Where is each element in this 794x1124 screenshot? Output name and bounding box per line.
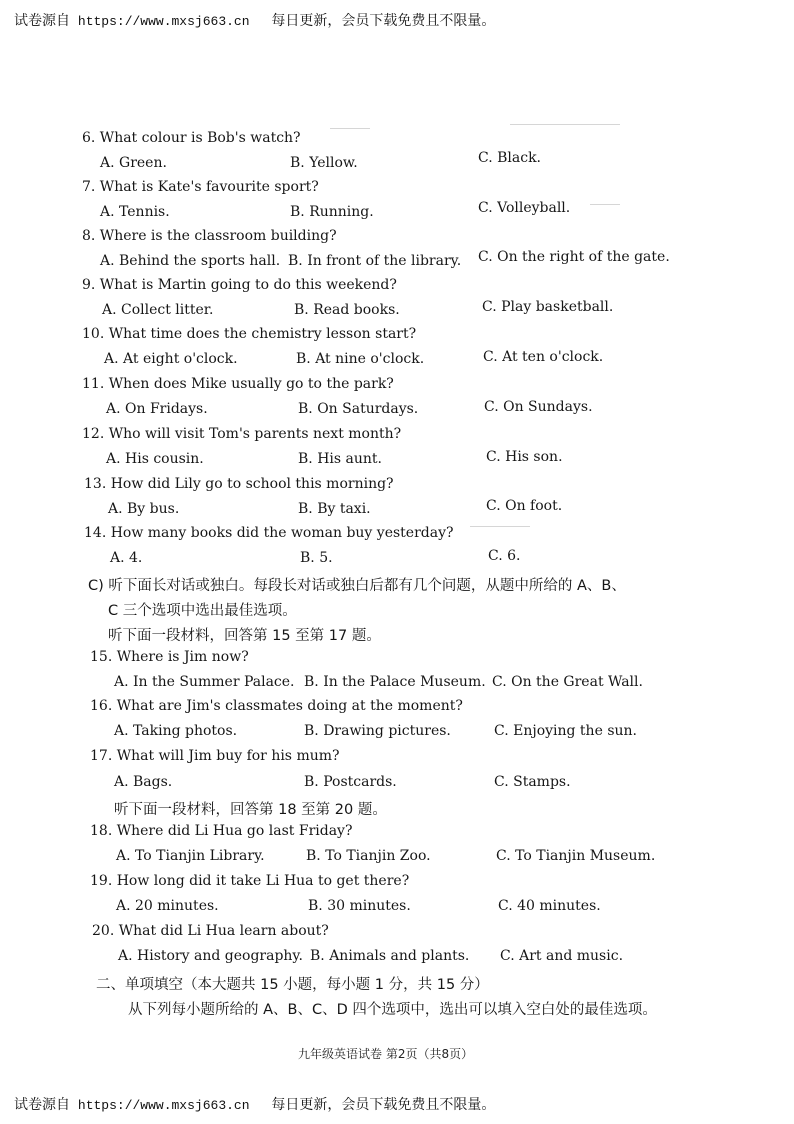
question-stem: 8. Where is the classroom building? [82, 228, 337, 244]
option-a: A. At eight o'clock. [104, 351, 238, 367]
option-b: B. To Tianjin Zoo. [306, 848, 431, 864]
option-c: C. His son. [486, 449, 563, 465]
banner-url[interactable]: https://www.mxsj663.cn [77, 1098, 250, 1113]
option-b: B. In the Palace Museum. [304, 674, 486, 690]
question-stem: 17. What will Jim buy for his mum? [90, 748, 340, 764]
question-stem: 10. What time does the chemistry lesson start? [82, 326, 417, 342]
question-stem: 16. What are Jim's classmates doing at the moment? [90, 698, 463, 714]
option-b: B. Animals and plants. [310, 948, 470, 964]
option-a: A. Collect litter. [102, 302, 214, 318]
question-stem: 6. What colour is Bob's watch? [82, 130, 301, 146]
option-a: A. Taking photos. [114, 723, 238, 739]
option-c: C. Play basketball. [482, 299, 614, 315]
question-stem: 7. What is Kate's favourite sport? [82, 179, 319, 195]
option-a: A. His cousin. [106, 451, 204, 467]
option-a: A. Green. [100, 155, 167, 171]
option-a: A. 20 minutes. [116, 898, 219, 914]
option-b: B. Read books. [294, 302, 400, 318]
question-stem: 9. What is Martin going to do this weekend? [82, 277, 397, 293]
option-c: C. 6. [488, 548, 521, 564]
banner-prefix: 试卷源自 [14, 1096, 70, 1112]
option-b: B. His aunt. [298, 451, 382, 467]
banner-note: 每日更新，会员下载免费且不限量。 [271, 12, 496, 28]
banner-url[interactable]: https://www.mxsj663.cn [77, 14, 250, 29]
option-c: C. On Sundays. [484, 399, 593, 415]
question-stem: 13. How did Lily go to school this morning? [84, 476, 394, 492]
option-b: B. By taxi. [298, 501, 371, 517]
part2-heading: 二、单项填空（本大题共 15 小题，每小题 1 分，共 15 分） [96, 977, 489, 993]
option-b: B. 30 minutes. [308, 898, 411, 914]
option-b: B. In front of the library. [288, 253, 462, 269]
scan-noise [330, 128, 370, 129]
scan-noise [510, 124, 620, 125]
option-c: C. Enjoying the sun. [494, 723, 637, 739]
question-stem: 15. Where is Jim now? [90, 649, 249, 665]
part2-instruction: 从下列每小题所给的 A、B、C、D 四个选项中，选出可以填入空白处的最佳选项。 [128, 1002, 657, 1018]
option-b: B. 5. [300, 550, 333, 566]
option-c: C. At ten o'clock. [483, 349, 604, 365]
banner-note: 每日更新，会员下载免费且不限量。 [271, 1096, 496, 1112]
question-stem: 18. Where did Li Hua go last Friday? [90, 823, 353, 839]
option-a: A. History and geography. [118, 948, 303, 964]
group-instruction: 听下面一段材料，回答第 18 至第 20 题。 [114, 802, 387, 818]
option-a: A. Bags. [114, 774, 173, 790]
option-a: A. In the Summer Palace. [114, 674, 295, 690]
option-c: C. 40 minutes. [498, 898, 601, 914]
option-a: A. 4. [110, 550, 143, 566]
option-c: C. On foot. [486, 498, 563, 514]
section-c-instruction-cont: C 三个选项中选出最佳选项。 [108, 603, 297, 619]
option-a: A. Tennis. [100, 204, 170, 220]
option-c: C. On the Great Wall. [492, 674, 643, 690]
question-stem: 11. When does Mike usually go to the park? [82, 376, 394, 392]
question-stem: 12. Who will visit Tom's parents next month? [82, 426, 402, 442]
option-a: A. On Fridays. [106, 401, 208, 417]
option-b: B. Yellow. [290, 155, 358, 171]
scan-noise [590, 204, 620, 205]
option-b: B. Running. [290, 204, 374, 220]
watermark-banner-bottom [14, 1094, 495, 1114]
question-stem: 19. How long did it take Li Hua to get there? [90, 873, 410, 889]
scan-noise [470, 526, 530, 527]
option-c: C. Stamps. [494, 774, 571, 790]
question-stem: 20. What did Li Hua learn about? [92, 923, 329, 939]
option-b: B. On Saturdays. [298, 401, 419, 417]
option-b: B. Postcards. [304, 774, 397, 790]
option-a: A. By bus. [108, 501, 180, 517]
option-c: C. To Tianjin Museum. [496, 848, 656, 864]
option-b: B. At nine o'clock. [296, 351, 425, 367]
option-c: C. On the right of the gate. [478, 249, 670, 265]
option-a: A. To Tianjin Library. [116, 848, 265, 864]
banner-prefix: 试卷源自 [14, 12, 70, 28]
option-c: C. Volleyball. [478, 200, 571, 216]
option-a: A. Behind the sports hall. [100, 253, 281, 269]
group-instruction: 听下面一段材料，回答第 15 至第 17 题。 [108, 628, 381, 644]
option-c: C. Art and music. [500, 948, 624, 964]
watermark-banner-top [14, 10, 495, 30]
option-c: C. Black. [478, 150, 541, 166]
option-b: B. Drawing pictures. [304, 723, 451, 739]
question-stem: 14. How many books did the woman buy yesterday? [84, 525, 454, 541]
section-c-instruction: C) 听下面长对话或独白。每段长对话或独白后都有几个问题，从题中所给的 A、B、 [88, 578, 626, 594]
page-footer: 九年级英语试卷 第2页（共8页） [298, 1047, 474, 1061]
